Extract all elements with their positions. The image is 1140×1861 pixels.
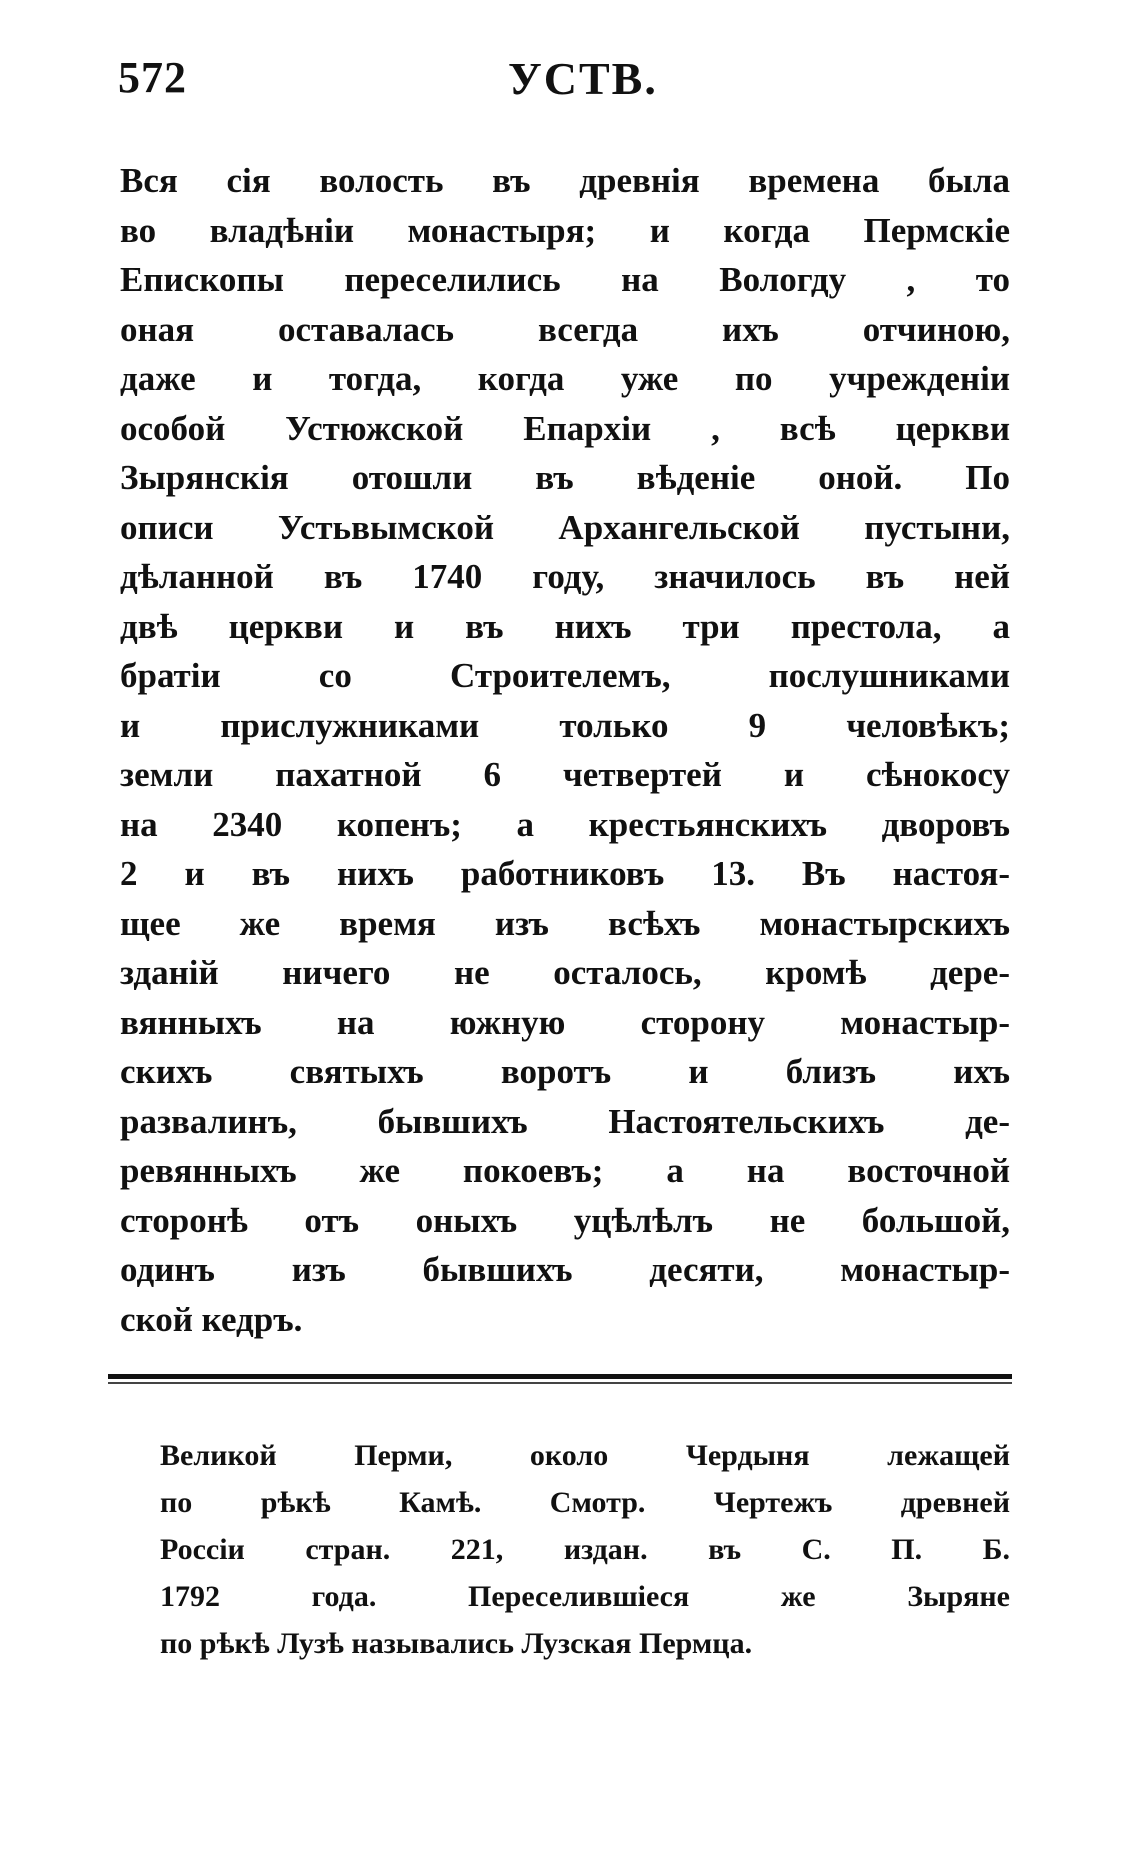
text-line: Епископы переселились на Вологду , то xyxy=(120,260,1010,299)
text-line: щее же время изъ всѣхъ монастырскихъ xyxy=(120,903,1010,943)
text-line: даже и тогда, когда уже по учрежденіи xyxy=(120,359,1010,398)
text-line: на 2340 копенъ; а крестьянскихъ дворовъ xyxy=(120,804,1010,844)
text-line: сторонѣ отъ оныхъ уцѣлѣлъ не большой, xyxy=(120,1200,1010,1240)
main-text xyxy=(120,156,1010,1344)
text-line: дѣланной въ 1740 году, значилось въ ней xyxy=(120,557,1010,596)
text-line: братіи со Строителемъ, послушниками xyxy=(120,656,1010,695)
text-line: скихъ святыхъ воротъ и близъ ихъ xyxy=(120,1052,1010,1091)
text-line: Зырянскія отошли въ вѣденіе оной. По xyxy=(120,458,1010,497)
footnote-divider-thin xyxy=(108,1382,1012,1384)
page-header xyxy=(118,52,1010,112)
text-line: Вся сія волость въ древнія времена была xyxy=(120,161,1010,200)
page-number: 572 xyxy=(118,53,187,102)
text-line: во владѣніи монастыря; и когда Пермскіе xyxy=(120,210,1010,250)
footnote xyxy=(160,1432,1010,1667)
text-line: особой Устюжской Епархіи , всѣ церкви xyxy=(120,408,1010,448)
text-line: зданій ничего не осталось, кромѣ дере- xyxy=(120,953,1010,992)
footnote-line: 1792 года. Переселившіеся же Зыряне xyxy=(160,1580,1010,1613)
footnote-line: по рѣкѣ Лузѣ назывались Лузская Пермца. xyxy=(160,1627,753,1660)
footnote-divider xyxy=(108,1374,1012,1379)
running-head: УСТВ. xyxy=(508,53,658,104)
text-line: вянныхъ на южную сторону монастыр- xyxy=(120,1002,1010,1042)
text-line: 2 и въ нихъ работниковъ 13. Въ настоя- xyxy=(120,854,1010,893)
footnote-line: Россіи стран. 221, издан. въ С. П. Б. xyxy=(160,1533,1010,1566)
text-line: ревянныхъ же покоевъ; а на восточной xyxy=(120,1151,1010,1190)
footnote-line: Великой Перми, около Чердыня лежащей xyxy=(160,1439,1010,1472)
text-line: и прислужниками только 9 человѣкъ; xyxy=(120,705,1010,745)
text-line: двѣ церкви и въ нихъ три престола, а xyxy=(120,606,1010,646)
text-line: одинъ изъ бывшихъ десяти, монастыр- xyxy=(120,1250,1010,1289)
text-line: описи Устьвымской Архангельской пустыни, xyxy=(120,507,1010,547)
text-line: оная оставалась всегда ихъ отчиною, xyxy=(120,309,1010,349)
text-line: ской кедръ. xyxy=(120,1299,303,1339)
footnote-line: по рѣкѣ Камѣ. Смотр. Чертежъ древней xyxy=(160,1486,1010,1519)
text-line: развалинъ, бывшихъ Настоятельскихъ де- xyxy=(120,1101,1010,1141)
text-line: земли пахатной 6 четвертей и сѣнокосу xyxy=(120,755,1010,794)
